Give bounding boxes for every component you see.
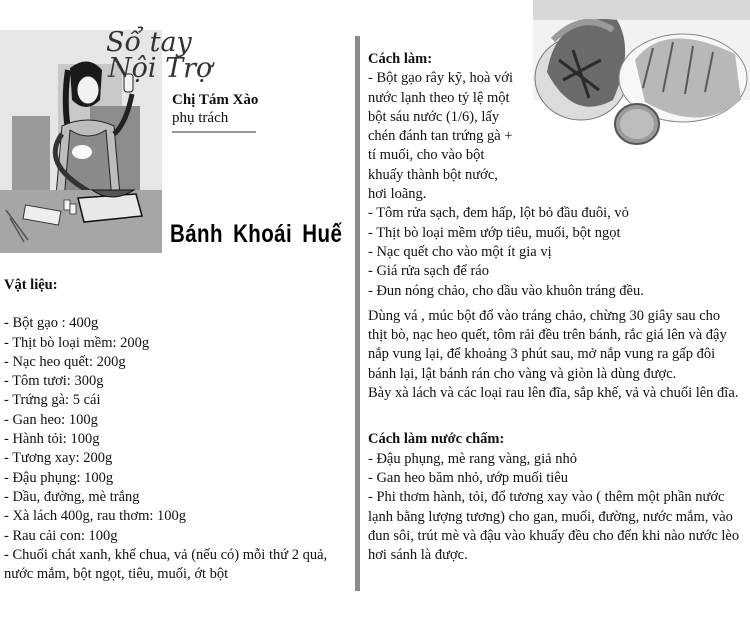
ingredients-heading: Vật liệu: (4, 277, 58, 293)
ingredient-item: - Dầu, đường, mè trắng (4, 488, 140, 505)
ingredient-item: - Tôm tươi: 300g (4, 373, 104, 390)
logo-line-2: Nội Trợ (108, 53, 213, 84)
column-divider-bar (355, 36, 360, 591)
method-first-step: - Bột gạo rây kỹ, hoà với nước lạnh theo tỷ lệ một bột sáu nước (1/6), lấy chén đánh tan trứng gà + tí muối, cho vào bột khuấy thành bột nước, hơi loãng. (368, 70, 513, 203)
sauce-steps-list (368, 450, 743, 566)
ingredient-item: - Thịt bò loại mềm: 200g (4, 334, 150, 351)
method-step: - Thịt bò loại mềm ướp tiêu, muối, bột ngọt (368, 224, 621, 241)
ingredients-list (4, 314, 344, 584)
author-underline (172, 131, 256, 133)
ingredient-item: - Rau cải con: 100g (4, 527, 118, 544)
ingredient-item: - Trứng gà: 5 cái (4, 392, 101, 409)
sauce-step: - Phi thơm hành, tỏi, đổ tương xay vào ( thêm một phần nước lạnh bằng lượng tương) cho gan, muối, đường, nước mắm, vào đun sôi, trút mè và đậu vào khuấy đều cho đến khi nào nước lèo hơi sánh là được. (368, 489, 740, 564)
author-block (172, 91, 258, 127)
ingredient-item: - Xà lách 400g, rau thơm: 100g (4, 508, 187, 525)
ingredient-item: - Hành tỏi: 100g (4, 431, 100, 448)
method-step: - Giá rửa sạch để ráo (368, 263, 489, 280)
method-heading: Cách làm: (368, 51, 433, 67)
sauce-heading: Cách làm nước chấm: (368, 431, 505, 448)
ingredients-section (4, 276, 344, 584)
method-step: - Nạc quết cho vào một ít gia vị (368, 243, 552, 260)
author-role: phụ trách (172, 110, 229, 126)
dish-title: Bánh Khoái Huế (170, 220, 343, 248)
author-name: Chị Tám Xào (172, 92, 259, 108)
ingredient-item: - Chuối chát xanh, khế chua, vả (nếu có) mỗi thứ 2 quả, nước mắm, bột ngọt, tiêu, muối, ớt bột (4, 546, 328, 583)
sauce-step: - Đậu phụng, mè rang vàng, giả nhỏ (368, 450, 577, 467)
ingredient-item: - Bột gạo : 400g (4, 315, 99, 332)
ingredient-item: - Gan heo: 100g (4, 411, 98, 428)
logo-line-1: Sổ tay (106, 27, 192, 58)
ingredient-item: - Tương xay: 200g (4, 450, 113, 467)
sauce-section (368, 430, 743, 565)
method-steps-list (368, 204, 743, 300)
column-logo (100, 27, 213, 84)
sauce-step: - Gan heo băm nhỏ, ướp muối tiêu (368, 469, 568, 486)
ingredient-item: - Nạc heo quết: 200g (4, 353, 126, 370)
method-section (368, 50, 743, 565)
method-step: - Đun nóng chảo, cho dầu vào khuôn tráng đều. (368, 282, 644, 299)
method-paragraph-1: Dùng vá , múc bột đổ vào tráng chảo, chừng 30 giây sau cho thịt bò, nạc heo quết, tôm rải đều trên bánh, rắc giá lên và đậy nắp vung lại, để khoảng 3 phút sau, mở nắp vung ra gấp đôi bánh lại, lật bánh rán cho vàng và giòn là dùng được. (368, 307, 727, 382)
method-step: - Tôm rửa sạch, đem hấp, lột bỏ đầu đuôi, vỏ (368, 205, 629, 222)
ingredient-item: - Đậu phụng: 100g (4, 469, 114, 486)
method-paragraph-2: Bày xà lách và các loại rau lên đĩa, sắp khế, vả và chuối lên đĩa. (368, 385, 739, 402)
